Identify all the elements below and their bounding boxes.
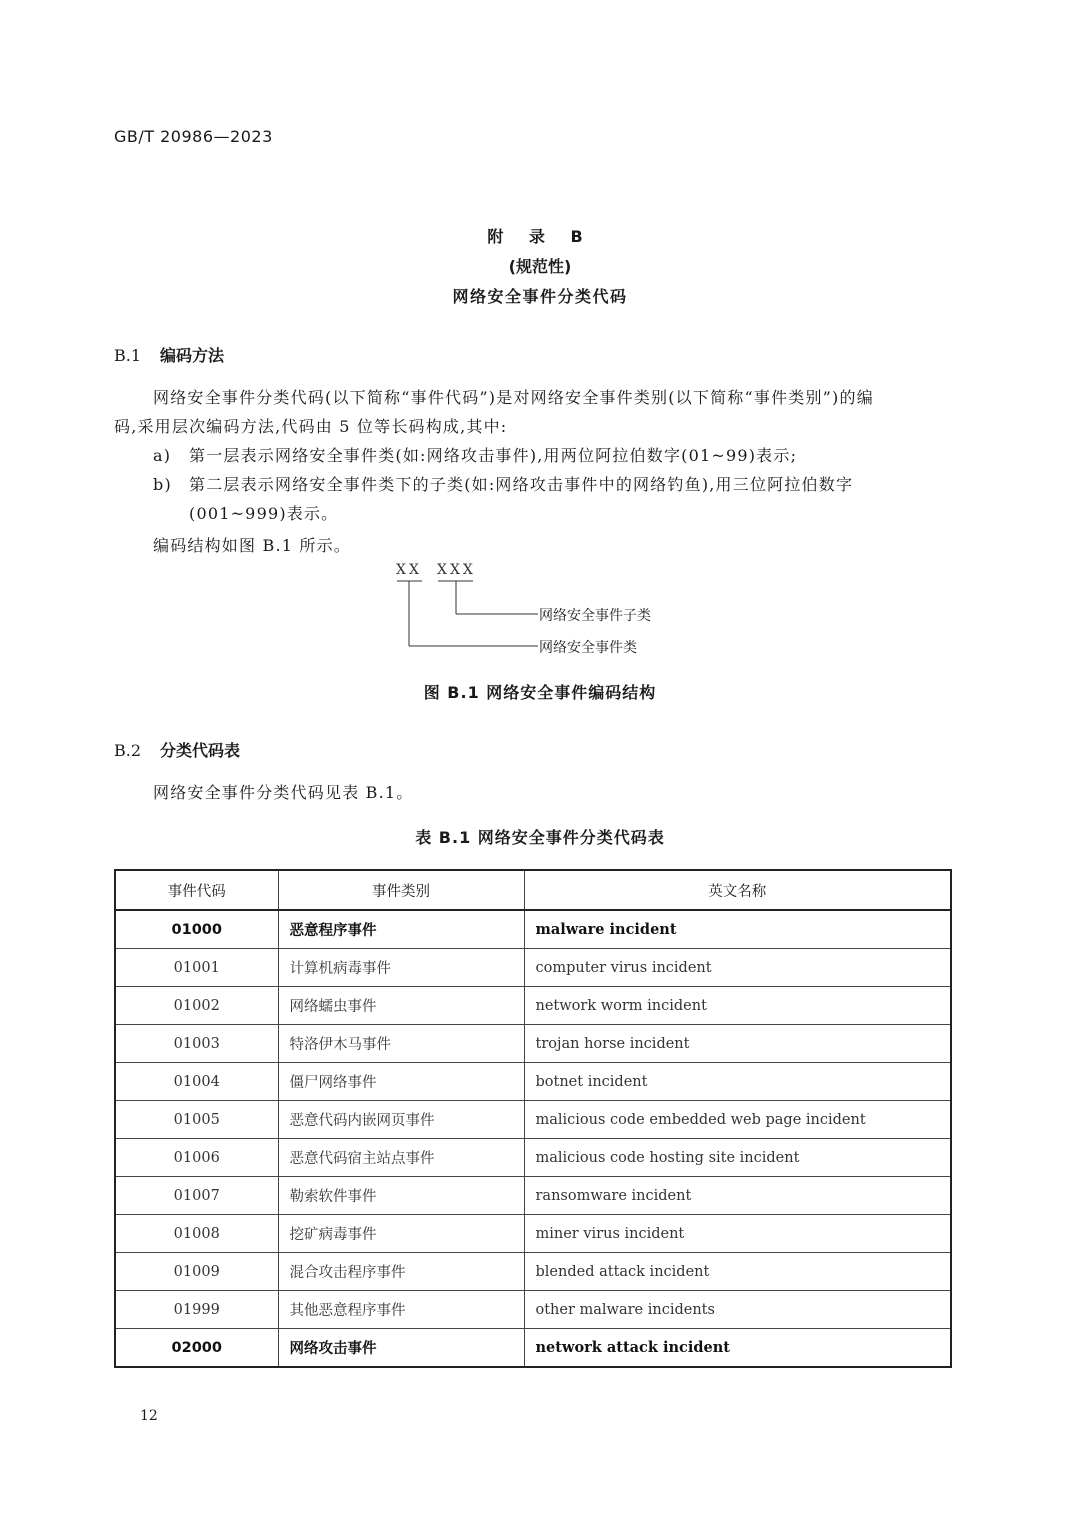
header-category: 事件类别 <box>278 870 524 910</box>
section-b2-heading <box>114 738 240 761</box>
figure-code-first: XX <box>396 562 422 578</box>
list-item-a <box>153 441 797 470</box>
cell-category: 计算机病毒事件 <box>278 949 524 987</box>
figure-caption: 图 B.1 网络安全事件编码结构 <box>423 683 657 702</box>
cell-english: malicious code hosting site incident <box>524 1139 951 1177</box>
table-row <box>115 1329 951 1368</box>
cell-code: 02000 <box>115 1329 278 1368</box>
figure-b1 <box>390 562 690 662</box>
table-row <box>115 1101 951 1139</box>
cell-english: trojan horse incident <box>524 1025 951 1063</box>
table-row <box>115 1253 951 1291</box>
cell-code: 01002 <box>115 987 278 1025</box>
list-item-a-mark: a) <box>153 446 172 465</box>
annex-title: 附 录 B <box>487 227 593 246</box>
list-item-b-mark: b) <box>153 475 172 494</box>
header-english: 英文名称 <box>524 870 951 910</box>
cell-code: 01009 <box>115 1253 278 1291</box>
header-code: 事件代码 <box>115 870 278 910</box>
table-row <box>115 1063 951 1101</box>
table-row <box>115 949 951 987</box>
cell-category: 挖矿病毒事件 <box>278 1215 524 1253</box>
table-row <box>115 1291 951 1329</box>
figure-label-subclass: 网络安全事件子类 <box>539 608 651 624</box>
cell-category: 恶意代码内嵌网页事件 <box>278 1101 524 1139</box>
cell-category: 混合攻击程序事件 <box>278 1253 524 1291</box>
cell-english: blended attack incident <box>524 1253 951 1291</box>
list-item-a-text: 第一层表示网络安全事件类(如:网络攻击事件),用两位阿拉伯数字(01~99)表示; <box>189 446 798 465</box>
cell-code: 01006 <box>115 1139 278 1177</box>
figure-code-second: XXX <box>437 562 476 578</box>
cell-code: 01999 <box>115 1291 278 1329</box>
standard-number: GB/T 20986—2023 <box>114 127 273 146</box>
cell-category: 网络攻击事件 <box>278 1329 524 1368</box>
cell-english: network worm incident <box>524 987 951 1025</box>
cell-english: miner virus incident <box>524 1215 951 1253</box>
section-b2-number: B.2 <box>114 741 142 760</box>
section-b1-para-line2: 码,采用层次编码方法,代码由 5 位等长码构成,其中: <box>114 417 508 436</box>
cell-english: other malware incidents <box>524 1291 951 1329</box>
cell-code: 01000 <box>115 910 278 949</box>
section-b1-para-line1: 网络安全事件分类代码(以下简称“事件代码”)是对网络安全事件类别(以下简称“事件类别”)的编 <box>153 388 874 407</box>
cell-category: 恶意代码宿主站点事件 <box>278 1139 524 1177</box>
cell-english: network attack incident <box>524 1329 951 1368</box>
section-b1-number: B.1 <box>114 346 142 365</box>
cell-category: 勒索软件事件 <box>278 1177 524 1215</box>
annex-type: (规范性) <box>508 257 572 276</box>
page-number: 12 <box>140 1408 158 1424</box>
cell-code: 01001 <box>115 949 278 987</box>
section-b1-title: 编码方法 <box>160 346 225 365</box>
cell-english: ransomware incident <box>524 1177 951 1215</box>
list-item-b-line1: 第二层表示网络安全事件类下的子类(如:网络攻击事件中的网络钓鱼),用三位阿拉伯数字 <box>189 475 854 494</box>
cell-english: computer virus incident <box>524 949 951 987</box>
table-row <box>115 1177 951 1215</box>
section-b1-heading <box>114 343 224 366</box>
cell-code: 01008 <box>115 1215 278 1253</box>
cell-english: malicious code embedded web page incident <box>524 1101 951 1139</box>
cell-code: 01004 <box>115 1063 278 1101</box>
cell-category: 其他恶意程序事件 <box>278 1291 524 1329</box>
cell-code: 01003 <box>115 1025 278 1063</box>
cell-code: 01005 <box>115 1101 278 1139</box>
section-b2-title: 分类代码表 <box>160 741 241 760</box>
list-item-b <box>153 470 853 499</box>
table-row <box>115 987 951 1025</box>
code-table <box>114 869 952 1368</box>
cell-category: 网络蠕虫事件 <box>278 987 524 1025</box>
cell-english: botnet incident <box>524 1063 951 1101</box>
table-row <box>115 1025 951 1063</box>
cell-code: 01007 <box>115 1177 278 1215</box>
table-caption: 表 B.1 网络安全事件分类代码表 <box>415 828 665 847</box>
annex-name: 网络安全事件分类代码 <box>452 287 628 306</box>
table-row <box>115 1215 951 1253</box>
section-b2-para: 网络安全事件分类代码见表 B.1。 <box>153 783 414 802</box>
figure-label-class: 网络安全事件类 <box>539 640 637 656</box>
table-row <box>115 1139 951 1177</box>
list-item-b-line2: (001~999)表示。 <box>189 504 339 523</box>
cell-category: 特洛伊木马事件 <box>278 1025 524 1063</box>
table-row <box>115 910 951 949</box>
cell-category: 恶意程序事件 <box>278 910 524 949</box>
structure-sentence: 编码结构如图 B.1 所示。 <box>153 536 351 555</box>
table-header-row <box>115 870 951 910</box>
cell-category: 僵尸网络事件 <box>278 1063 524 1101</box>
cell-english: malware incident <box>524 910 951 949</box>
